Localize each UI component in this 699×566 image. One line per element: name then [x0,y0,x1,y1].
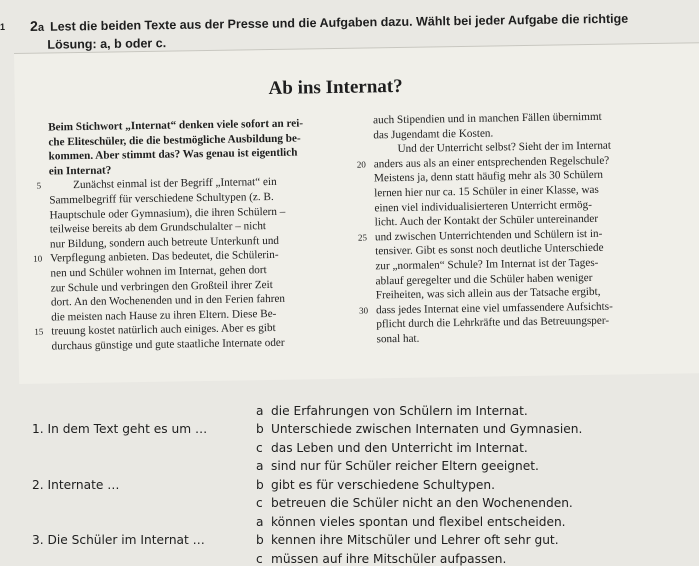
answer-option[interactable] [256,552,506,566]
article-line-text: licht. Auch der Kontakt der Schüler untereinander [374,213,599,229]
article-line-text: Hauptschule oder Gymnasium), die ihren Schülern – [49,205,286,222]
option-text: kennen ihre Mitschüler und Lehrer oft sehr gut. [271,533,559,547]
option-text: sind nur für Schüler reicher Eltern geeignet. [271,459,539,473]
article-line-text: das Jugendamt die Kosten. [373,127,494,141]
question-stem: 3. Die Schüler im Internat … [32,533,205,547]
option-letter: b [256,422,264,436]
article-line-text: zur „normalen“ Schule? Im Internat ist der Tages- [375,256,599,273]
article-line-text: dass jedes Internat eine viel umfassendere Aufsichts- [375,300,613,317]
option-text: betreuen die Schüler nicht an den Wochenenden. [271,496,573,510]
article-line-text: kommen. Aber stimmt das? Was genau ist eigentlich [48,146,298,163]
article-line-text: Freiheiten, was sich allein aus der Tatsache ergibt, [375,285,601,302]
article-line-text: nen und Schüler wohnen im Internat, gehen dort [50,263,267,280]
page-number: 1 [0,22,6,32]
article-line-text: Verpflegung anbieten. Das bedeutet, die Schülerin- [50,249,279,265]
option-letter: c [256,496,263,510]
task-number: 2a [30,17,45,34]
question-stem: 2. Internate … [32,477,120,492]
option-letter: a [256,514,264,529]
article-line-text: die meisten nach Hause zu ihren Eltern. Diese Be- [51,307,277,324]
article-line-text: zur Schule und verbringen den Großteil ihrer Zeit [50,278,273,294]
answer-option[interactable] [256,404,528,418]
line-number: 20 [356,159,366,170]
article-line-text: pflicht durch die Lehrkräfte und das Betreuungsper- [376,314,610,331]
article-line-text: anders aus als an einer entsprechenden Regelschule? [373,154,610,171]
article-right-column [356,108,697,346]
option-text: Unterschiede zwischen Internaten und Gymnasien. [271,422,583,436]
answer-option[interactable] [256,459,539,473]
article-line-text: nur Bildung, sondern auch betreute Unterkunft und [49,234,280,251]
answer-option[interactable] [256,441,528,455]
line-number: 25 [357,232,368,243]
answer-option[interactable] [256,496,573,510]
question-stem: 1. In dem Text geht es um … [32,422,208,436]
option-letter: a [256,403,264,418]
option-letter: a [256,459,264,473]
article-line-text: einen viel individualisierteren Unterricht ermög- [374,198,593,214]
line-number: 10 [33,253,43,265]
article-line-text: tensiver. Gibt es sonst noch deutliche Unterschiede [375,242,604,258]
answer-option[interactable] [256,533,559,547]
press-article [14,42,699,384]
option-text: das Leben und den Unterricht im Internat. [271,440,528,455]
task-line-2: Lösung: a, b oder c. [47,36,167,52]
article-line-text: che Eliteschüler, die die bestmögliche Ausbildung be- [48,132,301,149]
article-line-text: lernen hier nur ca. 15 Schüler in einer Klasse, was [374,183,599,200]
option-text: müssen auf ihre Mitschüler aufpassen. [271,551,507,566]
article-line-text: teilweise bereits ab dem Grundschulalter – nicht [49,220,267,236]
line-number: 15 [34,326,44,338]
article-line-text: ablauf geregelter und die Schüler haben weniger [375,271,593,287]
article-line-text: Meistens ja, denn statt häufig mehr als 30 Schülern [373,169,604,185]
task-line-1: Lest die beiden Texte aus der Presse und die Aufgaben dazu. Wählt bei jeder Aufgabe die richtige [49,11,629,34]
option-letter: c [256,440,263,455]
article-line-text: dort. An den Wochenenden und in den Ferien fahren [50,292,286,309]
option-text: die Erfahrungen von Schülern im Internat. [271,403,528,418]
article-line-text: Sammelbegriff für verschiedene Schultypen (z. B. [49,190,274,207]
answer-option[interactable] [256,422,582,436]
article-left-column [33,116,354,354]
article-line-text: durchaus günstige und gute staatliche Internate oder [51,336,285,353]
article-line-text: Zunächst einmal ist der Begriff „Internat“ ein [72,176,277,192]
article-line-text: und zwischen Unterrichtenden und Schülern ist in- [374,227,603,244]
option-letter: b [256,533,264,547]
article-title: Ab ins Internat? [268,75,403,100]
article-line-text: ein Internat? [48,164,112,178]
article-line-text: Und der Unterricht selbst? Sieht der im Internat [397,139,612,156]
option-letter: c [256,551,263,566]
line-number: 30 [359,305,369,316]
article-line-text: Beim Stichwort „Internat“ denken viele sofort an rei- [48,117,304,134]
option-text: gibt es für verschiedene Schultypen. [271,477,495,492]
option-text: können vieles spontan und flexibel entscheiden. [271,514,566,529]
article-line-text: treuung kostet natürlich auch einiges. Aber es gibt [51,322,276,338]
answer-option[interactable] [256,478,495,492]
article-line-text: sonal hat. [376,332,420,346]
option-letter: b [256,477,264,492]
line-number: 5 [36,180,42,192]
article-line-text: auch Stipendien und in manchen Fällen übernimmt [373,110,602,127]
answer-option[interactable] [256,515,566,529]
